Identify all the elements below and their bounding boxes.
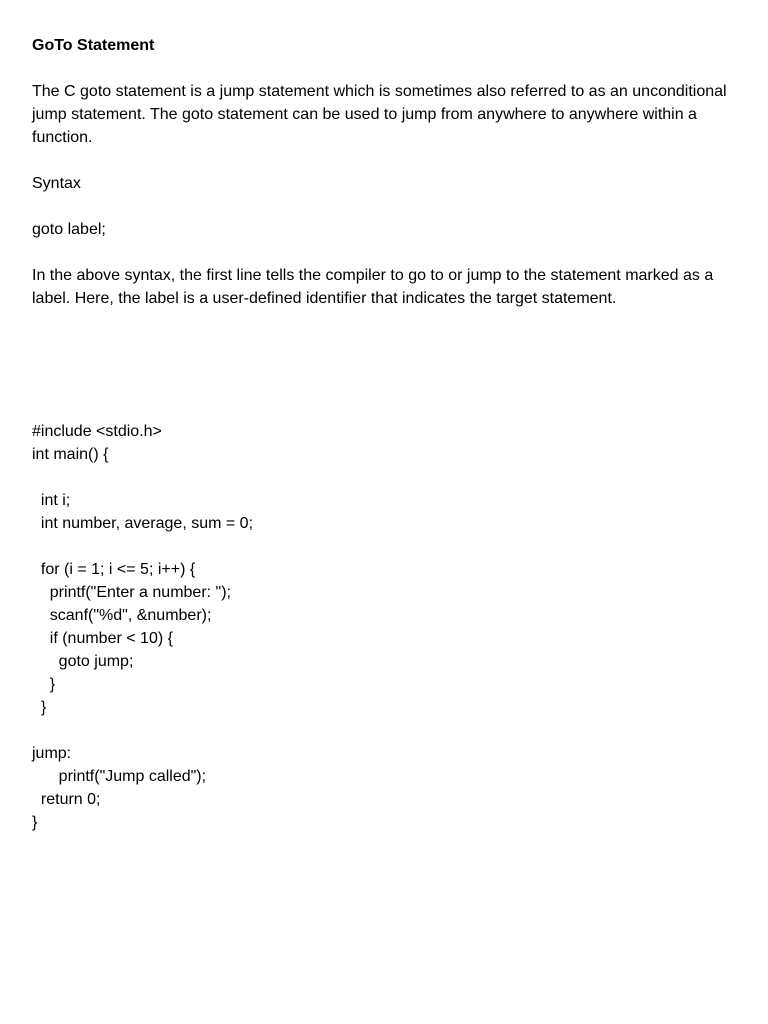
code-line: printf("Jump called"); (32, 768, 207, 785)
code-line (32, 466, 744, 489)
document-page (32, 34, 744, 834)
intro-paragraph: The C goto statement is a jump statement which is sometimes also referred to as an unconditional jump statement. The goto statement can be used to jump from anywhere to anywhere within a function. (32, 83, 727, 146)
code-line: } (32, 814, 38, 831)
code-line: goto jump; (32, 653, 134, 670)
code-line: #include <stdio.h> (32, 423, 162, 440)
code-line: int i; (32, 492, 71, 509)
syntax-heading: Syntax (32, 175, 81, 192)
syntax-code: goto label; (32, 221, 106, 238)
code-example (32, 420, 744, 834)
spacer (32, 310, 744, 420)
code-line: int number, average, sum = 0; (32, 515, 254, 532)
spacer (32, 241, 744, 264)
code-line: printf("Enter a number: "); (32, 584, 231, 601)
code-line: } (32, 676, 56, 693)
spacer (32, 149, 744, 172)
code-line: if (number < 10) { (32, 630, 173, 647)
code-line (32, 719, 744, 742)
code-line: scanf("%d", &number); (32, 607, 212, 624)
spacer (32, 57, 744, 80)
code-line (32, 535, 744, 558)
code-line: } (32, 699, 47, 716)
code-line: int main() { (32, 446, 109, 463)
code-line: for (i = 1; i <= 5; i++) { (32, 561, 196, 578)
explanation-paragraph: In the above syntax, the first line tells the compiler to go to or jump to the statement marked as a label. Here, the label is a user-defined identifier that indicates the target statement. (32, 267, 714, 307)
code-line: return 0; (32, 791, 101, 808)
document-title: GoTo Statement (32, 37, 155, 54)
spacer (32, 195, 744, 218)
code-line: jump: (32, 745, 72, 762)
